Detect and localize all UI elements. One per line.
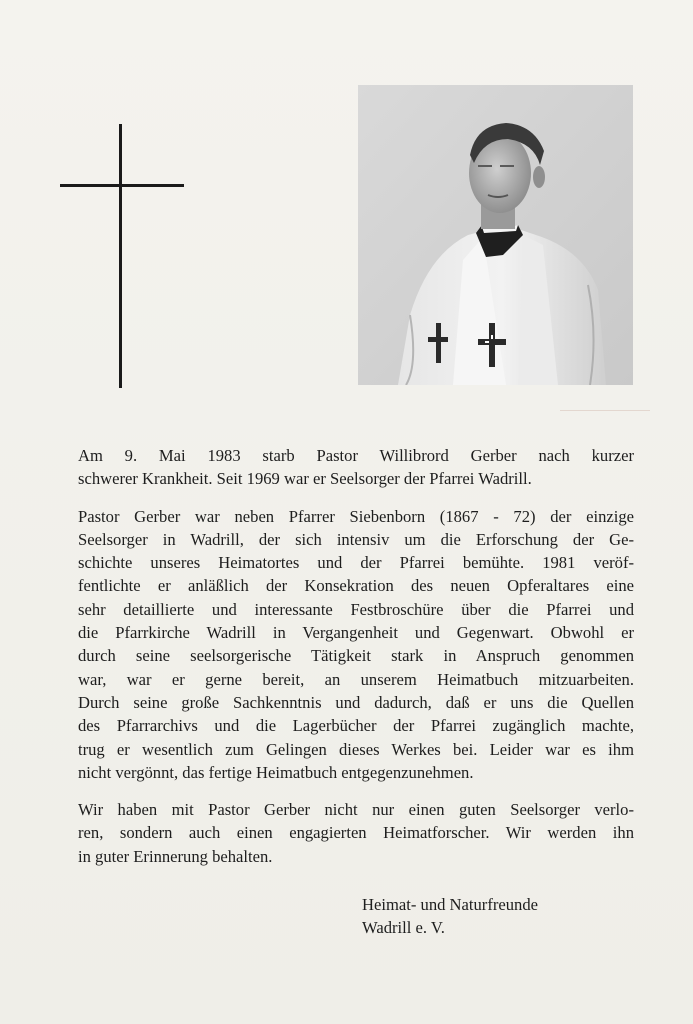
text-line: ren, sondern auch einen engagierten Heimatforscher. Wir werden ihn: [78, 823, 634, 843]
text-line: des Pfarrarchivs und die Lagerbücher der Pfarrei zugänglich machte,: [78, 716, 634, 736]
text-line: nicht vergönnt, das fertige Heimatbuch entgegenzunehmen.: [78, 762, 474, 782]
paragraph: [78, 444, 634, 491]
obituary-text: [78, 444, 634, 882]
signature-block: [362, 893, 538, 940]
paragraph: [78, 798, 634, 868]
text-line: schichte unseres Heimatortes und der Pfarrei bemühte. 1981 veröf-: [78, 553, 634, 573]
text-line: Am 9. Mai 1983 starb Pastor Willibrord Gerber nach kurzer: [78, 446, 634, 465]
text-line: Pastor Gerber war neben Pfarrer Siebenborn (1867 - 72) der einzige: [78, 506, 634, 526]
text-line: Wir haben mit Pastor Gerber nicht nur einen guten Seelsorger verlo-: [78, 800, 634, 820]
text-line: in guter Erinnerung behalten.: [78, 846, 273, 866]
text-line: Durch seine große Sachkenntnis und dadurch, daß er uns die Quellen: [78, 692, 634, 712]
text-line: Seelsorger in Wadrill, der sich intensiv um die Erforschung der Ge-: [78, 529, 634, 549]
text-line: durch seine seelsorgerische Tätigkeit stark in Anspruch genommen: [78, 646, 634, 666]
paper-crease: [560, 410, 650, 411]
text-line: fentlichte er anläßlich der Konsekration des neuen Opferaltares eine: [78, 576, 634, 596]
text-line: sehr detaillierte und interessante Festbroschüre über die Pfarrei und: [78, 599, 634, 619]
paragraph: [78, 505, 634, 785]
text-line: war, war er gerne bereit, an unserem Heimatbuch mitzuarbeiten.: [78, 669, 634, 689]
signature-line: Wadrill e. V.: [362, 918, 445, 938]
signature-line: Heimat- und Naturfreunde: [362, 895, 539, 914]
text-line: trug er wesentlich zum Gelingen dieses Werkes bei. Leider war es ihm: [78, 739, 634, 759]
text-line: schwerer Krankheit. Seit 1969 war er Seelsorger der Pfarrei Wadrill.: [78, 469, 532, 489]
text-line: die Pfarrkirche Wadrill in Vergangenheit und Gegenwart. Obwohl er: [78, 623, 634, 643]
portrait-photo: [358, 85, 633, 385]
cross-icon: [60, 124, 184, 388]
